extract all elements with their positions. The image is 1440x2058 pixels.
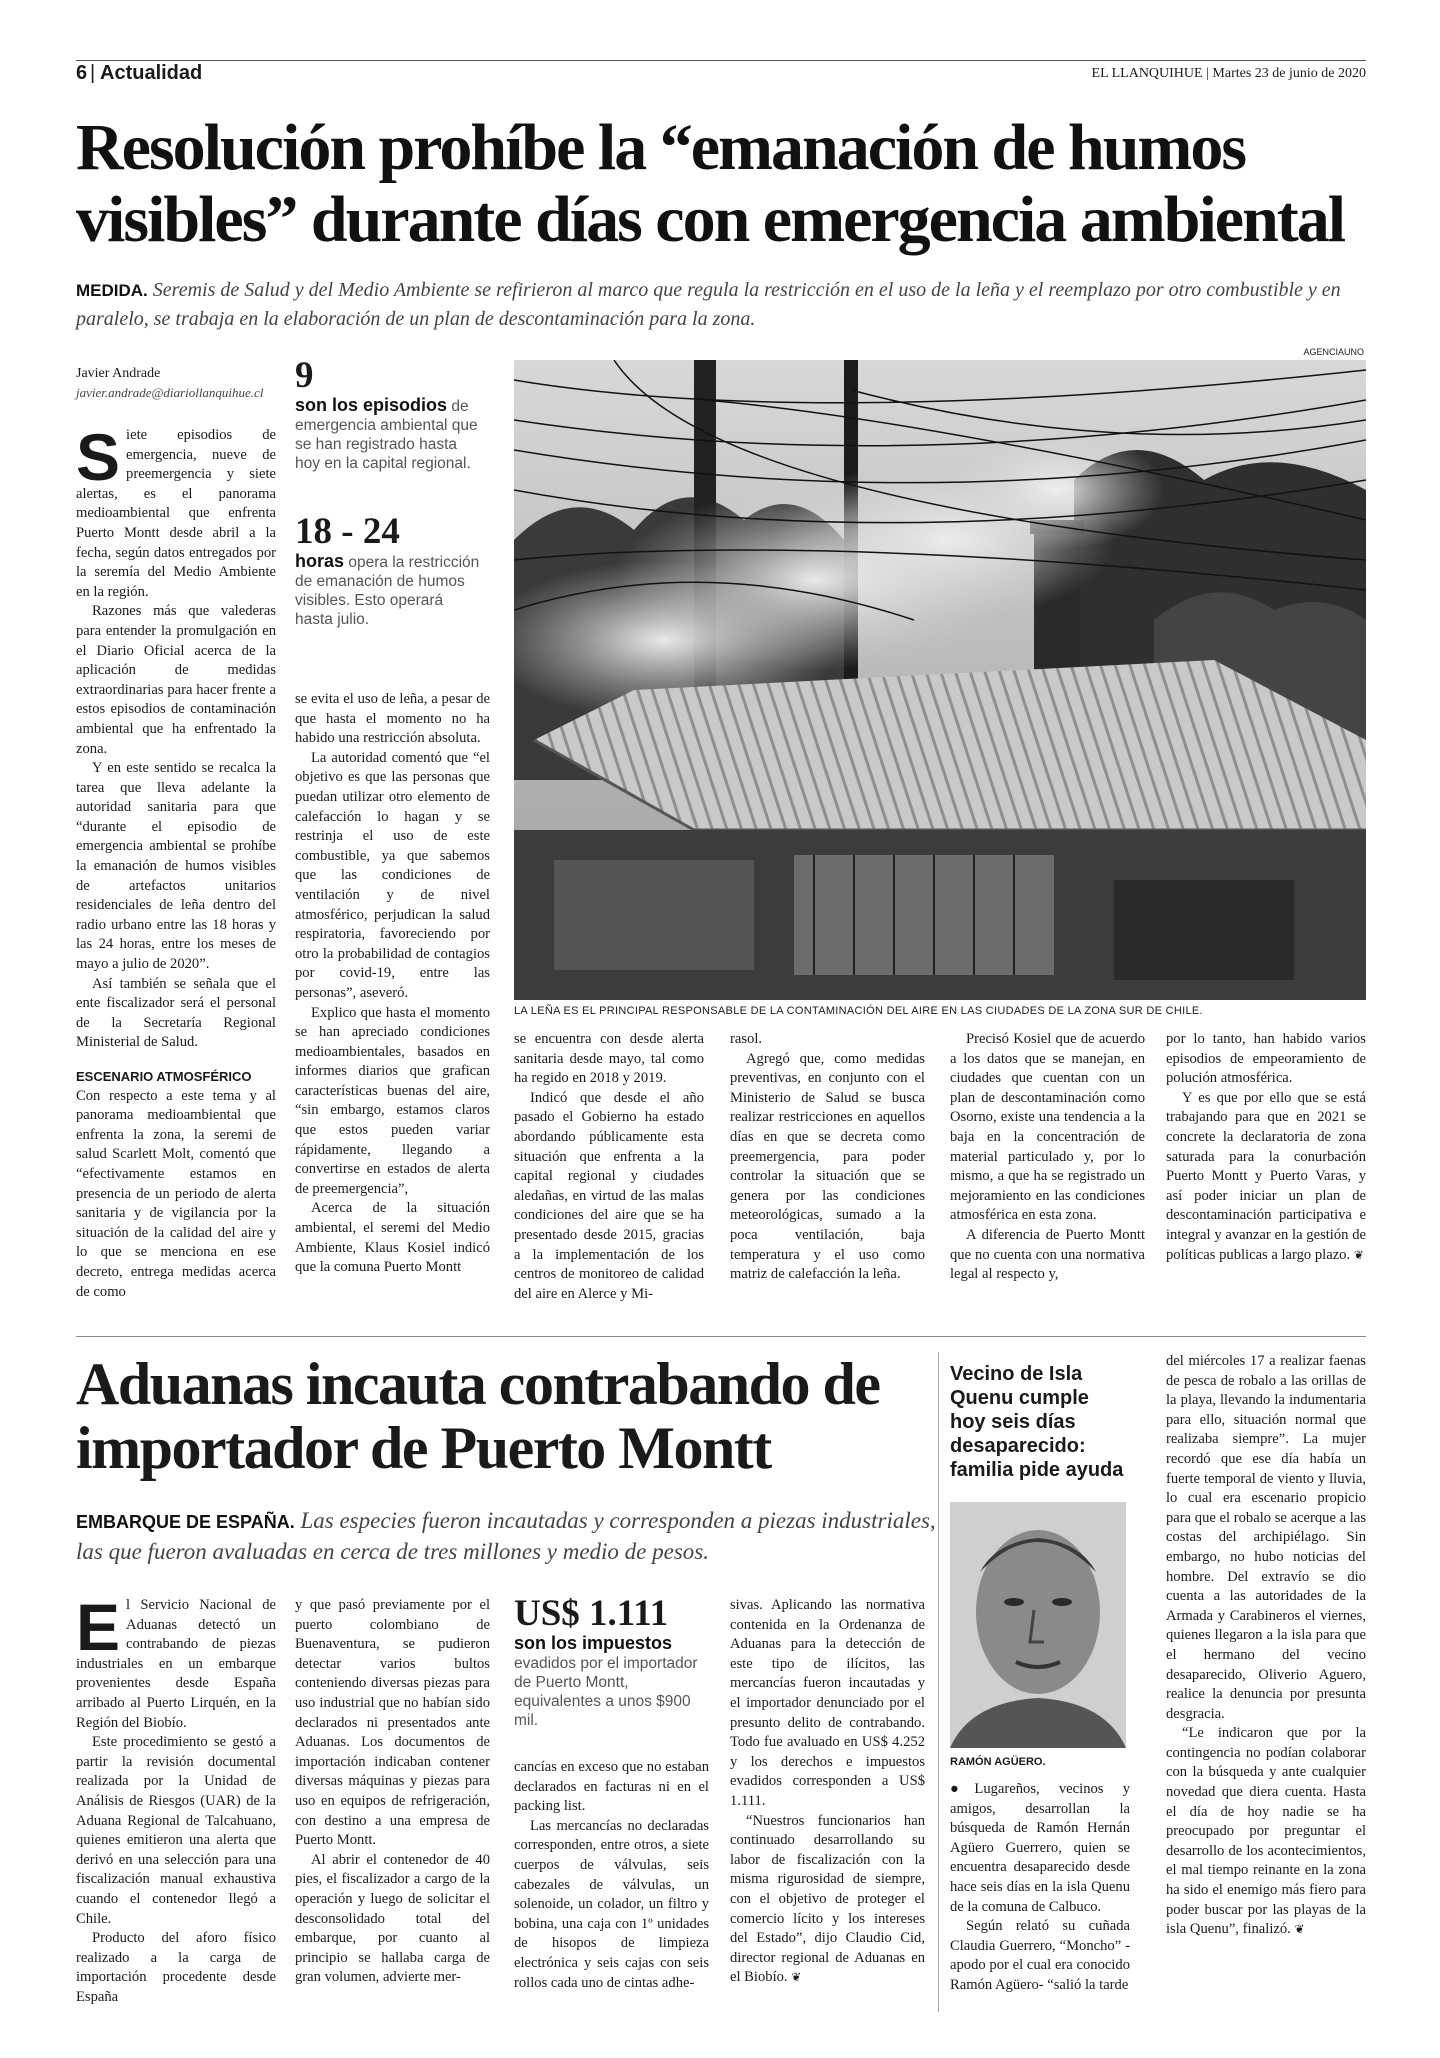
paragraph: Indicó que desde el año pasado el Gobierno ha estado abordando públicamente esta situación que enfrenta a la capital regional y ciudades aledañas, en virtud de las malas condiciones del aire que se ha presentado desde 2015, gracias a la implementación de los centros de monitoreo de calidad del aire en Alerce y Mi- [514,1089,704,1302]
missing-person-photo [950,1502,1126,1748]
article1-column-2 [295,690,490,1278]
paragraph: por lo tanto, han habido varios episodios de empeoramiento de polución atmosférica. [1166,1031,1366,1087]
end-mark-icon: ❦ [1353,1247,1364,1262]
sidebar-column-1 [950,1780,1130,1996]
paragraph: Acerca de la situación ambiental, el seremi del Medio Ambiente, Klaus Kosiel indicó que la comuna Puerto Montt [295,1200,490,1276]
paragraph: Y en este sentido se recalca la tarea que lleva adelante la autoridad sanitaria para que “durante el episodio de emergencia ambiental se prohíbe la emanación de humos visibles de artefactos unitarios residenciales de leña dentro del radio urbano entre las 18 horas y las 24 horas, entre los meses de mayo a julio de 2020”. [76,760,276,973]
article1-column-4 [730,1030,925,1285]
article2-column-4 [730,1596,925,1988]
deck-2 [76,1506,936,1567]
stat-box-hours [295,512,485,629]
paragraph: Al abrir el contenedor de 40 pies, el fiscalizador a cargo de la operación y luego de solicitar el desconsolidado total del embarque, por cuanto al principio se hallaba carga de gran volumen, advierte mer- [295,1851,490,1986]
article1-column-5 [950,1030,1145,1285]
stat-text: evadidos por el importador de Puerto Montt, equivalentes a unos $900 mil. [514,1655,698,1729]
sidebar-column-2 [1166,1352,1366,1940]
bullet-icon: ● [950,1781,975,1797]
headline: Resolución prohíbe la “emanación de humos visibles” durante días con emergencia ambiental [76,111,1345,256]
end-mark-icon: ❦ [791,1970,802,1985]
smoke-photo-illustration [514,360,1366,1000]
paragraph: Y es que por ello que se está trabajando para que en 2021 se concrete la declaratoria de zona saturada para la conurbación Puerto Montt y Puerto Varas, y así poder iniciar un plan de descontaminación participativa e integral y avanzar en la gestión de políticas publicas a largo plazo. [1166,1089,1366,1263]
kicker: MEDIDA. [76,281,148,300]
stat-bold: son los impuestos [514,1633,673,1653]
paragraph: “Nuestros funcionarios han continuado desarrollando su labor de fiscalización con la misma rigurosidad de siempre, con el objetivo de proteger el comercio lícito y los intereses del Estado”, dijo Claudio Cid, director regional de Aduanas en el Biobío. [730,1812,925,1986]
sidebar-headline: Vecino de Isla Quenu cumple hoy seis días desaparecido: familia pide ayuda [950,1363,1124,1481]
deck-2-text: Las especies fueron incautadas y corresponden a piezas industriales, las que fueron avaluadas en cerca de tres millones y medio de pesos. [76,1508,936,1564]
portrait-illustration [950,1502,1126,1748]
byline-email: javier.andrade@diariollanquihue.cl [76,385,264,400]
subhead: ESCENARIO ATMOSFÉRICO [76,1069,252,1084]
section-name: Actualidad [100,62,203,84]
paragraph: Con respecto a este tema y al panorama medioambiental que enfrenta la zona, la seremi de salud Scarlett Molt, comentó que “efectivamente estamos en presencia de un periodo de alerta sanitaria y de vigilancia por la situación de la calidad del aire y lo que se menciona en ese decreto, entrega medidas acerca de como [76,1087,276,1300]
paragraph: Lugareños, vecinos y amigos, desarrollan la búsqueda de Ramón Hernán Agüero Guerrero, quien se encuentra desaparecido desde hace seis días en la isla Quenu de la comuna de Calbuco. [950,1781,1130,1915]
article2-column-1 [76,1590,276,2007]
header-separator: | [90,62,96,84]
stat-text: opera la restricción de emanación de humos visibles. Esto operará hasta julio. [295,554,480,628]
page-number: 6 [76,62,88,84]
masthead: EL LLANQUIHUE | Martes 23 de junio de 2020 [1091,66,1366,81]
paragraph: Precisó Kosiel que de acuerdo a los datos que se manejan, en ciudades que cuentan con un plan de descontaminación como Osorno, existe una tendencia a la baja en la concentración de material particulado y, por lo mismo, a que ha se registrado un mejoramiento en las condiciones atmosférica en esta zona. [950,1031,1145,1224]
stat-bold: son los episodios [295,395,448,415]
sidebar-rule [938,1352,939,2012]
paragraph: Las mercancías no declaradas corresponden, entre otros, a siete cuerpos de válvulas, seis cabezales de válvulas, un solenoide, un colador, un filtro y bobina, una caja con 1º unidades de hisopos de limpieza electrónica y seis cajas con seis rollos cada uno de cintas adhe- [514,1817,709,1991]
drop-cap: S [76,420,121,494]
paragraph: iete episodios de emergencia, nueve de preemergencia y siete alertas, es el panorama medioambiental que enfrenta Puerto Montt desde abril a la fecha, según datos entregados por la seremía del Medio Ambiente en la región. [76,427,276,600]
deck-text: Seremis de Salud y del Medio Ambiente se refirieron al marco que regula la restricción en el uso de la leña y el reemplazo por otro combustible y en paralelo, se trabaja en la elaboración de un plan de descontaminación para la zona. [76,279,1341,330]
deck [76,276,1366,334]
issue-date: Martes 23 de junio de 2020 [1212,66,1366,81]
paragraph: Producto del aforo físico realizado a la carga de importación procedente desde España [76,1930,276,2005]
stat-box-taxes [514,1594,714,1730]
paragraph: Este procedimiento se gestó a partir la revisión documental realizada por la Unidad de Análisis de Riesgos (UAR) de la Aduana Regional de Talcahuano, quienes emitieron una alerta que derivó en una selección para una fiscalización manual exhaustiva cuando el contenedor llegó a Chile. [76,1734,276,1927]
photo-credit: AGENCIAUNO [1303,347,1364,357]
paragraph: Razones más que valederas para entender la promulgación en el Diario Oficial acerca de la aplicación de medidas extraordinarias para hacer frente a estos episodios de contaminación ambiental que ha enfrentado la zona. [76,603,276,757]
byline-author: Javier Andrade [76,366,161,381]
paragraph: se encuentra con desde alerta sanitaria desde mayo, tal como ha regido en 2018 y 2019. [514,1031,704,1087]
paragraph: Así también se señala que el ente fiscalizador será el personal de la Secretaría Regional Ministerial de Salud. [76,975,276,1051]
portrait-caption: RAMÓN AGÜERO. [950,1756,1046,1768]
kicker-2: EMBARQUE DE ESPAÑA. [76,1512,295,1532]
paragraph: La autoridad comentó que “el objetivo es que las personas que puedan utilizar otro elemento de calefacción lo hagan y se restrinja el uso de este combustible, ya que sabemos que las condiciones de ventilación y de nivel atmosférico, perjudican la salud respiratoria, favoreciendo por otro la probabilidad de contagios por covid-19, entre las personas”, aseveró. [295,749,490,1001]
smoke-photo [514,360,1366,1000]
paragraph: “Le indicaron que por la contingencia no podían colaborar con la búsqueda y ante cualquier novedad que diera cuenta. Hasta el día de hoy nadie se ha preocupado por preguntar el desarrollo de los acontecimientos, el mal tiempo reinante en la zona ha sido el enemigo más fiero para poder buscar por las playas de la isla Quenu”, finalizó. [1166,1725,1366,1938]
article1-column-1 [76,420,276,1302]
paragraph: sivas. Aplicando las normativa contenida en la Ordenanza de Aduanas para la detección de este tipo de ilícitos, las mercancías fueron incautadas y el importador denunciado por el presunto delito de contrabando. Todo fue avaluado en US$ 4.252 y los derechos e impuestos evadidos corresponden a US$ 1.111. [730,1597,925,1809]
newspaper-name: EL LLANQUIHUE [1091,66,1203,81]
article1-column-3 [514,1030,704,1304]
paragraph: y que pasó previamente por el puerto colombiano de Buenaventura, se pudieron detectar varios bultos conteniendo diversas piezas para uso industrial que no habían sido declarados ni presentados ante Aduanas. Los documentos de importación indicaban contener diversas máquinas y piezas para uso en equipos de refrigeración, con destino a una empresa de Puerto Montt. [295,1597,490,1849]
photo-caption: LA LEÑA ES EL PRINCIPAL RESPONSABLE DE LA CONTAMINACIÓN DEL AIRE EN LAS CIUDADES DE LA ZONA SUR DE CHILE. [514,1005,1203,1017]
end-mark-icon: ❦ [1294,1922,1305,1937]
article1-column-6 [1166,1030,1366,1265]
header-rule [76,60,1366,61]
paragraph: se evita el uso de leña, a pesar de que hasta el momento no ha habido una restricción absoluta. [295,691,490,747]
paragraph: Explico que hasta el momento se han apreciado condiciones medioambientales, basados en informes diarios que grafican características buenas del aire, “sin embargo, estamos claros que estos pueden variar rápidamente, llegando a convertirse en estados de alerta de preemergencia”, [295,1004,490,1197]
article2-column-2 [295,1596,490,1988]
stat-bold: horas [295,551,345,571]
stat-box-episodes [295,356,485,473]
article-divider [76,1336,1366,1337]
paragraph: rasol. [730,1031,763,1047]
paragraph: Según relató su cuñada Claudia Guerrero, “Moncho” -apodo por el cual era conocido Ramón Agüero- “salió la tarde [950,1918,1130,1993]
paragraph: Agregó que, como medidas preventivas, en conjunto con el Ministerio de Salud se busca realizar restricciones en aquellos días en que se decreta como preemergencia, para poder controlar la situación que se genera por las condiciones meteorológicas, sumado a la poca ventilación, baja temperatura y el uso como matriz de calefacción la leña. [730,1050,925,1283]
drop-cap: E [76,1590,121,1664]
headline-2: Aduanas incauta contrabando de importador de Puerto Montt [76,1351,880,1481]
paragraph: l Servicio Nacional de Aduanas detectó un contrabando de piezas industriales en un embarque provenientes desde España arribado al Puerto Lirquén, en la Región del Biobío. [76,1597,276,1731]
paragraph: del miércoles 17 a realizar faenas de pesca de robalo a las orillas de la playa, llevando la indumentaria para ello, situación normal que realizaba siempre”. La mujer recordó que ese día había un fuerte temporal de viento y lluvia, lo cual era escenario propicio para que el robalo se acerque a las costas del archipiélago. Sin embargo, no hubo noticias del hombre. Del extravío se dio cuenta a las autoridades de la Armada y Carabineros el viernes, quienes llegaron a la isla para que el hermano del vecino desaparecido, Oliverio Aguero, realice la denuncia por presunta desgracia. [1166,1353,1366,1722]
paragraph: A diferencia de Puerto Montt que no cuenta con una normativa legal al respecto y, [950,1226,1145,1283]
stat-number: 18 - 24 [295,511,400,552]
paragraph: cancías en exceso que no estaban declarados en facturas ni en el packing list. [514,1759,709,1815]
stat-number: 9 [295,355,314,396]
stat-number: US$ 1.111 [514,1593,669,1634]
stat-text: de emergencia ambiental que se han registrado hasta hoy en la capital regional. [295,398,478,472]
article2-column-3 [514,1758,709,1993]
